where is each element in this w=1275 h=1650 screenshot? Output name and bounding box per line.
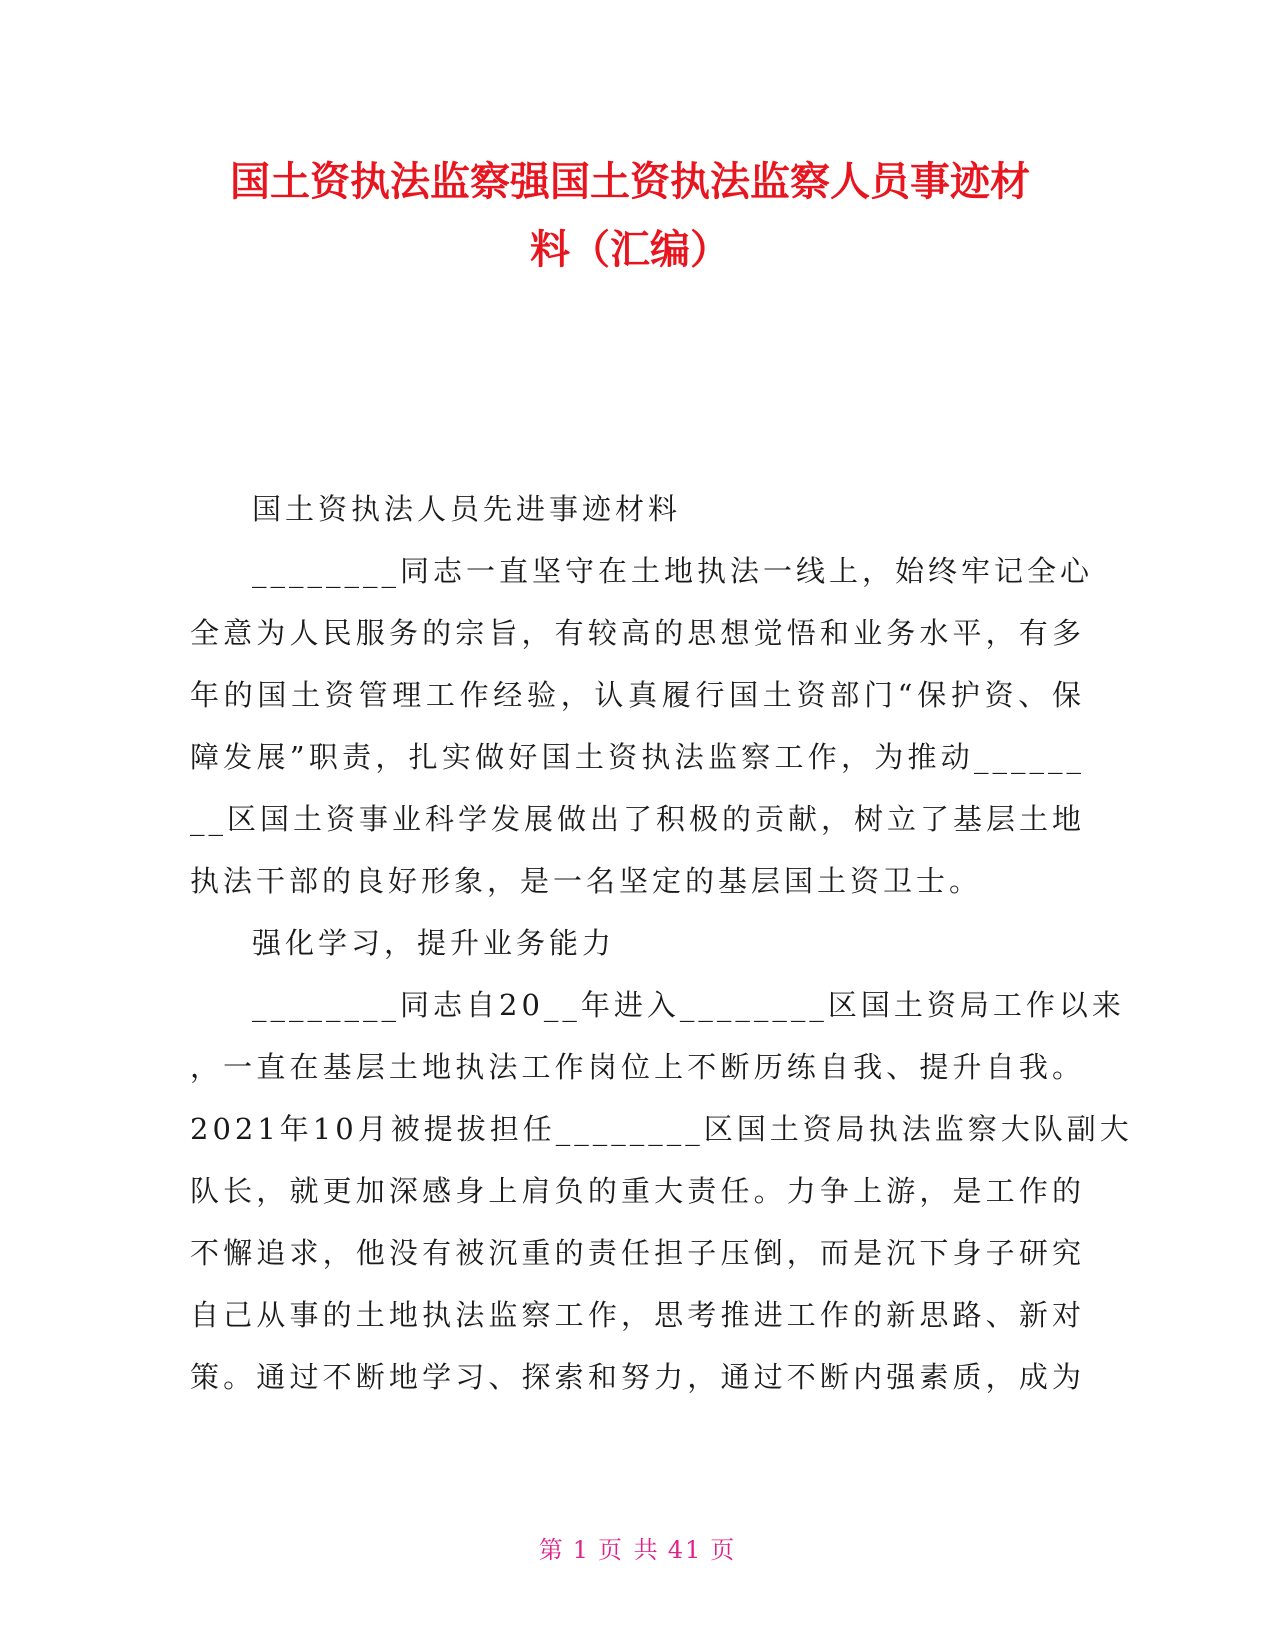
- paragraph-line: ________同志自20__年进入________区国土资局工作以来: [252, 988, 1125, 1022]
- paragraph-line: ，一直在基层土地执法工作岗位上不断历练自我、提升自我。: [190, 1050, 1085, 1084]
- paragraph-line: 年的国土资管理工作经验，认真履行国土资部门“保护资、保: [190, 678, 1085, 712]
- footer-middle: 页 共: [598, 1536, 660, 1564]
- document-title: [180, 148, 1080, 284]
- footer-suffix: 页: [710, 1536, 737, 1564]
- footer-prefix: 第: [538, 1536, 565, 1564]
- paragraph-line: __区国土资事业科学发展做出了积极的贡献，树立了基层土地: [190, 802, 1086, 836]
- title-line-1: 国土资执法监察强国土资执法监察人员事迹材: [230, 159, 1030, 205]
- title-line-2: 料（汇编）: [530, 227, 730, 273]
- section-heading: 强化学习，提升业务能力: [252, 926, 616, 960]
- section-heading: 国土资执法人员先进事迹材料: [252, 492, 682, 526]
- document-body: [190, 478, 1133, 1408]
- paragraph-line: 队长，就更加深感身上肩负的重大责任。力争上游，是工作的: [190, 1174, 1085, 1208]
- paragraph-line: 策。通过不断地学习、探索和努力，通过不断内强素质，成为: [190, 1360, 1085, 1394]
- paragraph-line: 不懈追求，他没有被沉重的责任担子压倒，而是沉下身子研究: [190, 1236, 1085, 1270]
- paragraph-line: 执法干部的良好形象，是一名坚定的基层国土资卫士。: [190, 864, 983, 898]
- paragraph-line: ________同志一直坚守在土地执法一线上，始终牢记全心: [252, 554, 1094, 588]
- page-footer: [0, 1530, 1275, 1565]
- paragraph-line: 全意为人民服务的宗旨，有较高的思想觉悟和业务水平，有多: [190, 616, 1085, 650]
- footer-page-number: 1: [572, 1536, 591, 1564]
- paragraph-line: 2021年10月被提拔担任________区国土资局执法监察大队副大: [190, 1112, 1133, 1146]
- paragraph-line: 障发展”职责，扎实做好国土资执法监察工作，为推动______: [190, 740, 1085, 774]
- paragraph-line: 自己从事的土地执法监察工作，思考推进工作的新思路、新对: [190, 1298, 1085, 1332]
- footer-total-pages: 41: [667, 1536, 703, 1564]
